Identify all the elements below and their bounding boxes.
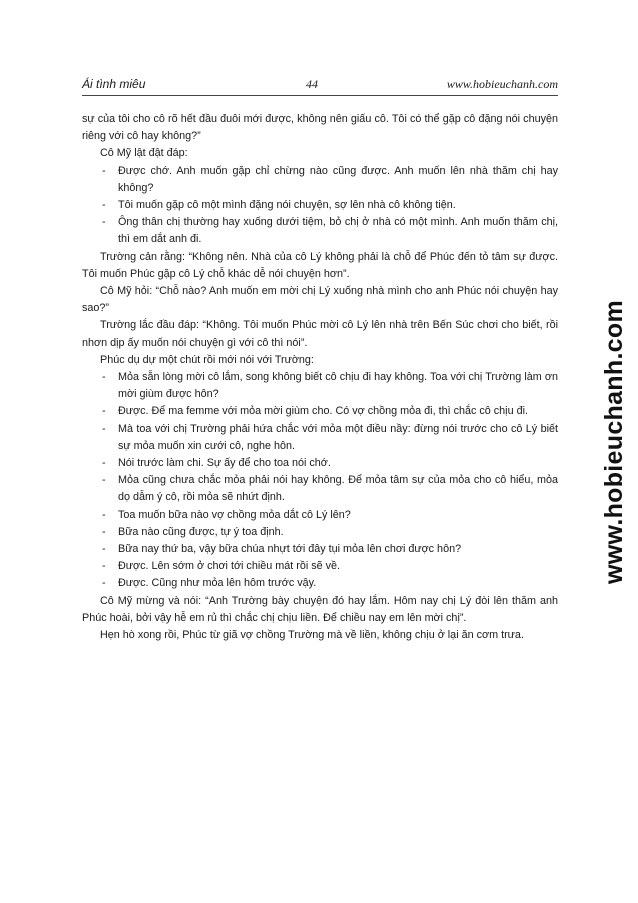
dialogue-line: - Bữa nay thứ ba, vậy bữa chúa nhựt tới đây tụi mỏa lên chơi được hôn? — [82, 541, 558, 558]
paragraph: Trường lắc đầu đáp: “Không. Tôi muốn Phúc mời cô Lý lên nhà trên Bến Súc chơi cho biết, rồi nhơn dịp ấy muốn nói chuyện gì với cô thì nói”. — [82, 319, 558, 349]
dialogue-line: - Được. Cũng như mỏa lên hôm trước vậy. — [82, 575, 558, 592]
book-title: Ái tình miêu — [82, 77, 146, 91]
dialogue-line: - Được chớ. Anh muốn gặp chỉ chừng nào cũng được. Anh muốn lên nhà thăm chị hay không? — [82, 163, 558, 197]
dialogue-line: - Nói trước làm chi. Sự ấy để cho toa nói chớ. — [82, 455, 558, 472]
paragraph: Cô Mỹ hỏi: “Chỗ nào? Anh muốn em mời chị Lý xuống nhà mình cho anh Phúc nói chuyện hay sao?” — [82, 285, 558, 315]
paragraph: Phúc dụ dự một chút rồi mới nói với Trường: — [100, 353, 314, 366]
dialogue-line: - Tôi muốn gặp cô một mình đặng nói chuyện, sợ lên nhà cô không tiện. — [82, 197, 558, 214]
dialogue-line: - Mỏa sẵn lòng mời cô lắm, song không biết cô chịu đi hay không. Toa với chị Trường làm ơn mời giùm được hôn? — [82, 369, 558, 403]
page-number: 44 — [306, 77, 318, 91]
website-watermark: www.hobieuchanh.com — [600, 300, 628, 584]
paragraph: Cô Mỹ mừng và nói: “Anh Trường bày chuyện đó hay lắm. Hôm nay chị Lý đòi lên thăm anh Phúc hoài, bởi vậy hễ em rủ thì chắc chị chịu liền. Để chiều nay em lên mời chị”. — [82, 594, 558, 624]
header-divider — [82, 95, 558, 96]
dialogue-line: - Được. Để ma femme với mỏa mời giùm cho. Có vợ chồng mỏa đi, thì chắc cô chịu đi. — [82, 403, 558, 420]
dialogue-line: - Mỏa cũng chưa chắc mỏa phải nói hay không. Để mỏa tâm sự của mỏa cho cô hiểu, mỏa dọ dẫm ý cô, rồi mỏa sẽ nhứt định. — [82, 472, 558, 506]
dialogue-line: - Bữa nào cũng được, tự ý toa định. — [82, 524, 558, 541]
paragraph: sự của tôi cho cô rõ hết đầu đuôi mới được, không nên giấu cô. Tôi có thể gặp cô đặng nói chuyện riêng với cô hay không?” — [82, 113, 558, 143]
dialogue-line: - Ông thân chị thường hay xuống dưới tiệm, bỏ chị ở nhà có một mình. Anh muốn thăm chị, thì em dắt anh đi. — [82, 214, 558, 248]
paragraph: Hẹn hò xong rồi, Phúc từ giã vợ chồng Trường mà về liền, không chịu ở lại ăn cơm trưa. — [100, 629, 524, 642]
paragraph: Trường cản rằng: “Không nên. Nhà của cô Lý không phải là chỗ để Phúc đến tỏ tâm sự được. Tôi muốn Phúc gặp cô Lý chỗ khác dễ nói chuyện hơn”. — [82, 250, 558, 280]
dialogue-line: - Được. Lên sớm ở chơi tới chiều mát rồi sẽ về. — [82, 558, 558, 575]
page-body — [82, 111, 558, 644]
paragraph: Cô Mỹ lật đật đáp: — [100, 147, 188, 160]
page-header — [82, 77, 558, 93]
dialogue-line: - Toa muốn bữa nào vợ chồng mỏa dắt cô Lý lên? — [82, 507, 558, 524]
dialogue-line: - Mà toa với chị Trường phải hứa chắc với mỏa một điều nầy: đừng nói trước cho cô Lý biết sự mỏa muốn xin cưới cô, nghe hôn. — [82, 421, 558, 455]
website-url: www.hobieuchanh.com — [446, 77, 558, 91]
